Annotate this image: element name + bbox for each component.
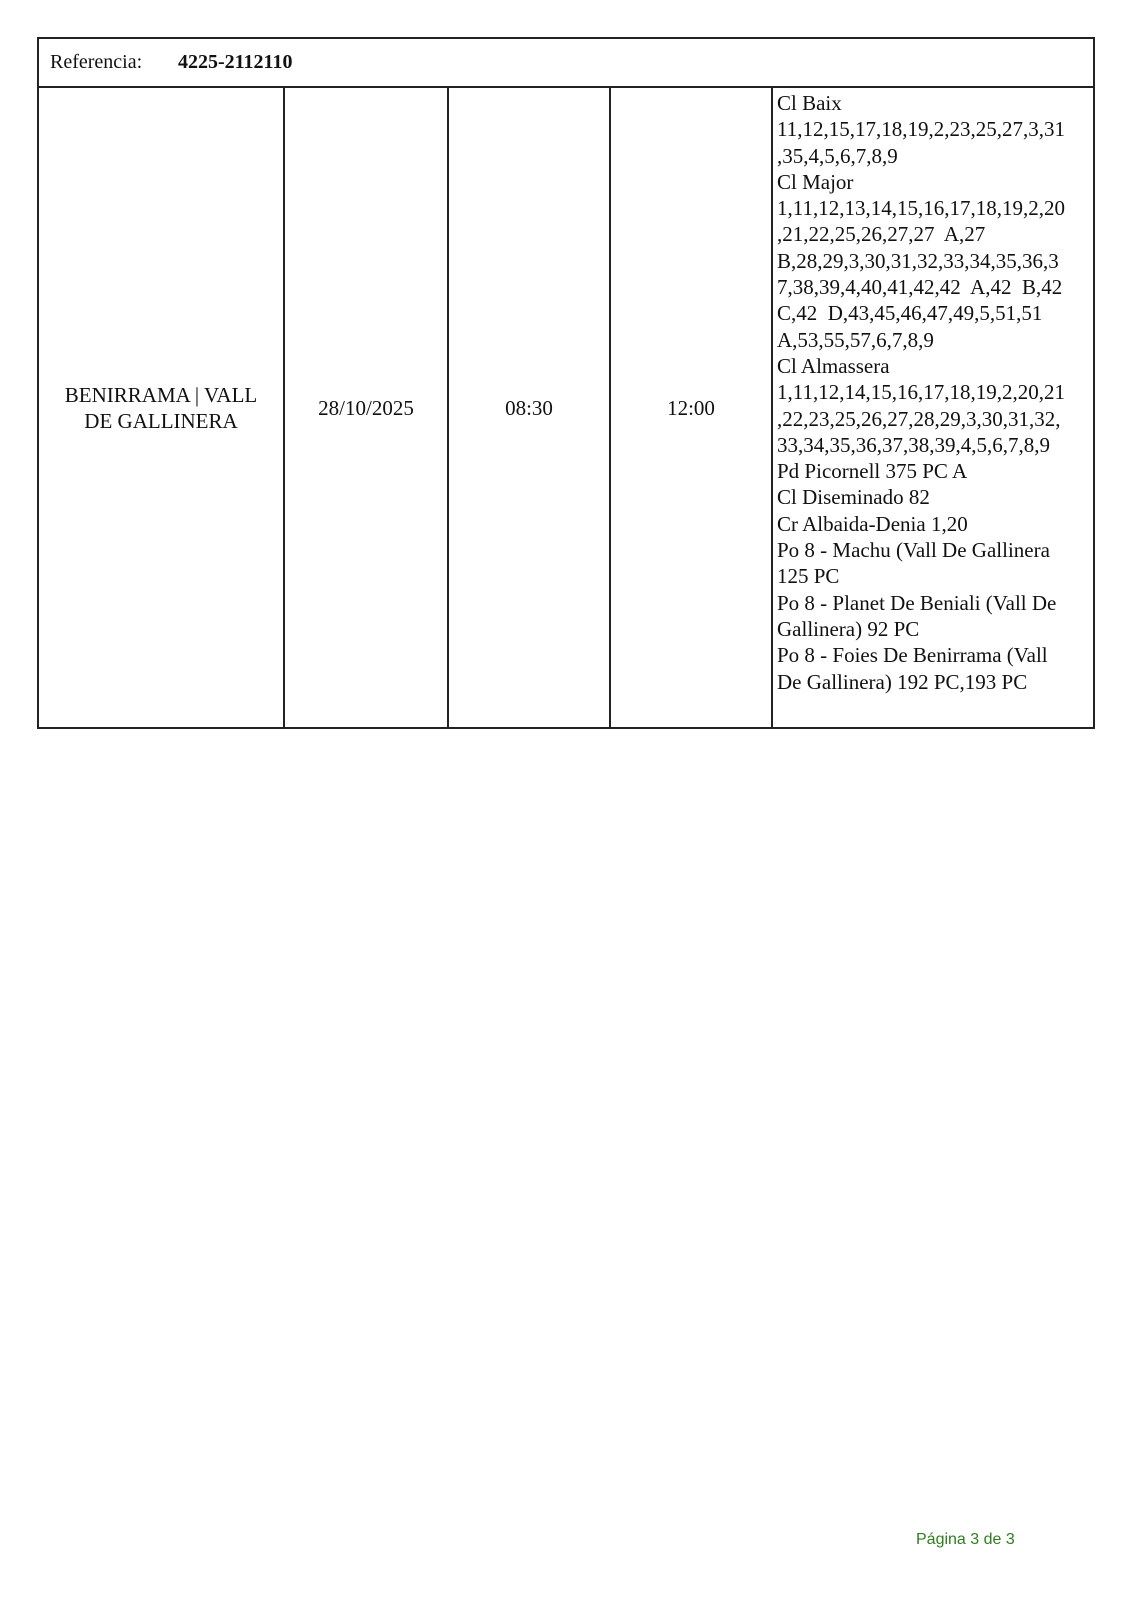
reference-row bbox=[39, 39, 1093, 88]
street-line: Cr Albaida-Denia 1,20 bbox=[777, 511, 968, 536]
reference-value: 4225-2112110 bbox=[178, 51, 293, 73]
street-line: C,42 D,43,45,46,47,49,5,51,51 bbox=[777, 301, 1043, 326]
end-time-cell bbox=[611, 88, 773, 727]
date-cell bbox=[285, 88, 449, 727]
street-line: Pd Picornell 375 PC A bbox=[777, 459, 968, 484]
street-line: Cl Almassera bbox=[777, 353, 890, 378]
street-line: Gallinera) 92 PC bbox=[777, 616, 920, 641]
street-line: B,28,29,3,30,31,32,33,34,35,36,3 bbox=[777, 248, 1059, 273]
date-text: 28/10/2025 bbox=[318, 395, 414, 420]
street-line: Po 8 - Planet De Beniali (Vall De bbox=[777, 590, 1057, 615]
street-line: Cl Baix bbox=[777, 91, 842, 115]
reference-label: Referencia: bbox=[50, 51, 143, 73]
street-line: Po 8 - Machu (Vall De Gallinera bbox=[777, 538, 1050, 563]
start-time-cell bbox=[449, 88, 611, 727]
street-line: Po 8 - Foies De Benirrama (Vall bbox=[777, 643, 1048, 668]
street-line: 125 PC bbox=[777, 564, 840, 589]
street-line: 7,38,39,4,40,41,42,42 A,42 B,42 bbox=[777, 275, 1063, 300]
locality-cell bbox=[39, 88, 285, 727]
street-line: 1,11,12,14,15,16,17,18,19,2,20,21 bbox=[777, 380, 1065, 405]
street-line: A,53,55,57,6,7,8,9 bbox=[777, 327, 934, 352]
street-line: 11,12,15,17,18,19,2,23,25,27,3,31 bbox=[777, 117, 1065, 142]
street-line: De Gallinera) 192 PC,193 PC bbox=[777, 669, 1028, 694]
street-line: ,22,23,25,26,27,28,29,3,30,31,32, bbox=[777, 406, 1061, 431]
streets-cell bbox=[773, 88, 1093, 727]
street-line: ,35,4,5,6,7,8,9 bbox=[777, 143, 898, 168]
street-line: 1,11,12,13,14,15,16,17,18,19,2,20 bbox=[777, 196, 1065, 221]
table-row bbox=[39, 88, 1093, 727]
locality-text: BENIRRAMA | VALL DE GALLINERA bbox=[64, 382, 258, 433]
end-time-text: 12:00 bbox=[667, 395, 715, 420]
street-line: 33,34,35,36,37,38,39,4,5,6,7,8,9 bbox=[777, 432, 1050, 457]
outage-table bbox=[37, 37, 1095, 729]
street-line: Cl Major bbox=[777, 169, 854, 194]
street-line: ,21,22,25,26,27,27 A,27 bbox=[777, 222, 986, 247]
page-number: Página 3 de 3 bbox=[916, 1531, 1015, 1548]
start-time-text: 08:30 bbox=[505, 395, 553, 420]
street-line: Cl Diseminado 82 bbox=[777, 485, 930, 510]
